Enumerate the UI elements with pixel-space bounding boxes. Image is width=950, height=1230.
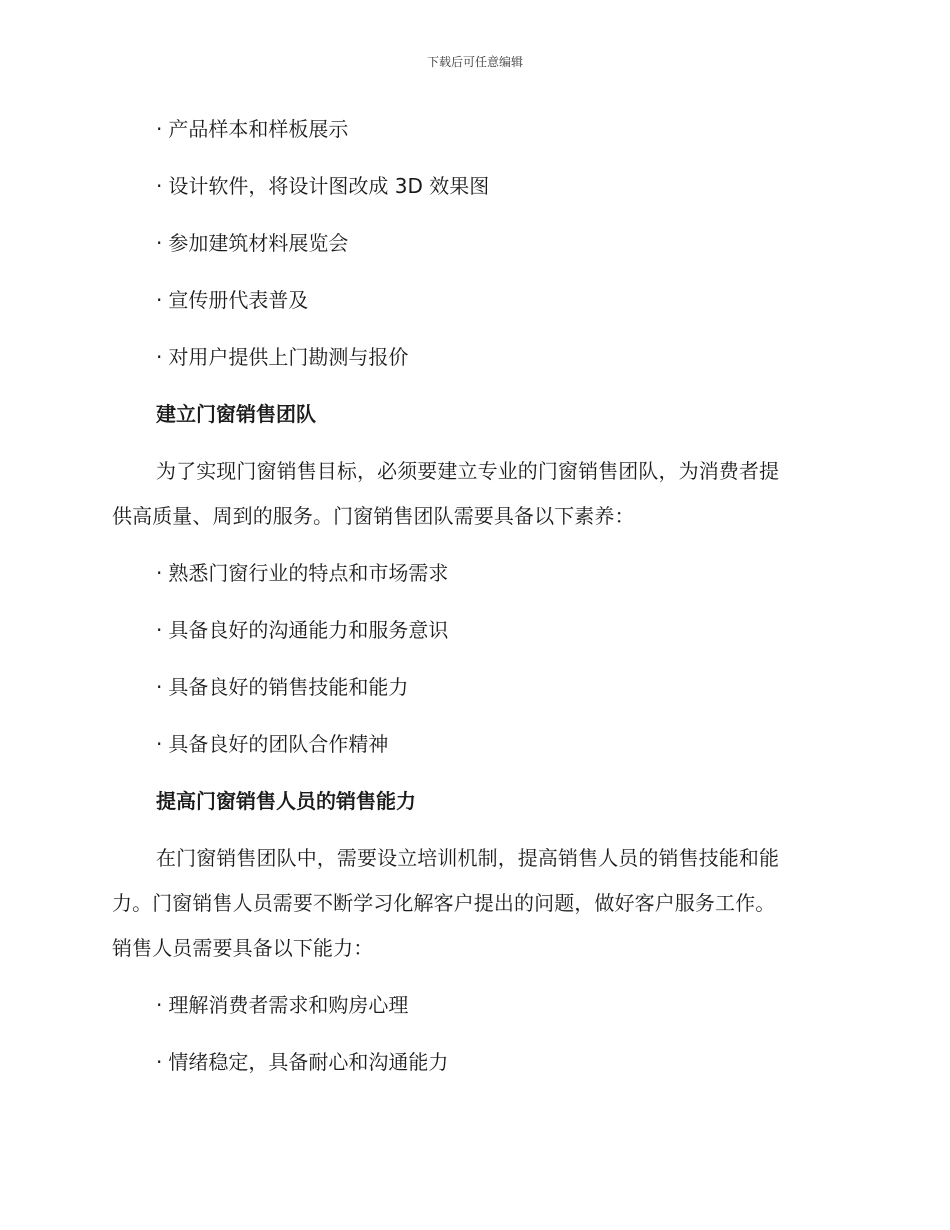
bullet-dot: ·	[156, 288, 163, 312]
list-item-text: 产品样本和样板展示	[168, 117, 349, 141]
document-body	[112, 111, 832, 1101]
bullet-dot: ·	[156, 117, 163, 141]
list-item-text: 熟悉门窗行业的特点和市场需求	[168, 561, 449, 585]
bullet-dot: ·	[156, 1050, 163, 1074]
paragraph	[112, 453, 832, 534]
paragraph-line: 在门窗销售团队中，需要设立培训机制，提高销售人员的销售技能和能	[156, 846, 780, 870]
bullet-dot: ·	[156, 675, 163, 699]
paragraph-line: 为了实现门窗销售目标，必须要建立专业的门窗销售团队，为消费者提	[156, 459, 780, 483]
bullet-dot: ·	[156, 732, 163, 756]
list-item	[156, 339, 832, 375]
list-item	[156, 168, 832, 204]
list-item	[156, 612, 832, 648]
list-item-text: 宣传册代表普及	[168, 288, 309, 312]
bullet-dot: ·	[156, 345, 163, 369]
page-header: 下载后可任意编辑	[426, 55, 523, 69]
list-item-text: 具备良好的团队合作精神	[168, 732, 389, 756]
list-item-text: 情绪稳定，具备耐心和沟通能力	[168, 1050, 449, 1074]
list-item	[156, 1044, 832, 1080]
list-item-text: 具备良好的销售技能和能力	[168, 675, 409, 699]
list-item	[156, 555, 832, 591]
paragraph	[112, 840, 832, 966]
list-item-text: 理解消费者需求和购房心理	[168, 993, 409, 1017]
bullet-dot: ·	[156, 174, 163, 198]
list-item	[156, 726, 832, 762]
list-item	[156, 987, 832, 1023]
list-item-text: 对用户提供上门勘测与报价	[168, 345, 409, 369]
list-item-text: 具备良好的沟通能力和服务意识	[168, 618, 449, 642]
list-item-text: 设计软件，将设计图改成 3D 效果图	[168, 174, 490, 198]
section-heading: 提高门窗销售人员的销售能力	[156, 789, 416, 813]
bullet-dot: ·	[156, 231, 163, 255]
list-item	[156, 225, 832, 261]
paragraph-line: 供高质量、周到的服务。门窗销售团队需要具备以下素养：	[112, 504, 635, 528]
bullet-dot: ·	[156, 993, 163, 1017]
bullet-dot: ·	[156, 561, 163, 585]
list-item	[156, 282, 832, 318]
list-item	[156, 669, 832, 705]
section-heading: 建立门窗销售团队	[156, 402, 316, 426]
list-item-text: 参加建筑材料展览会	[168, 231, 349, 255]
list-item	[156, 111, 832, 147]
paragraph-line: 销售人员需要具备以下能力：	[112, 936, 374, 960]
paragraph-line: 力。门窗销售人员需要不断学习化解客户提出的问题，做好客户服务工作。	[112, 891, 776, 915]
bullet-dot: ·	[156, 618, 163, 642]
